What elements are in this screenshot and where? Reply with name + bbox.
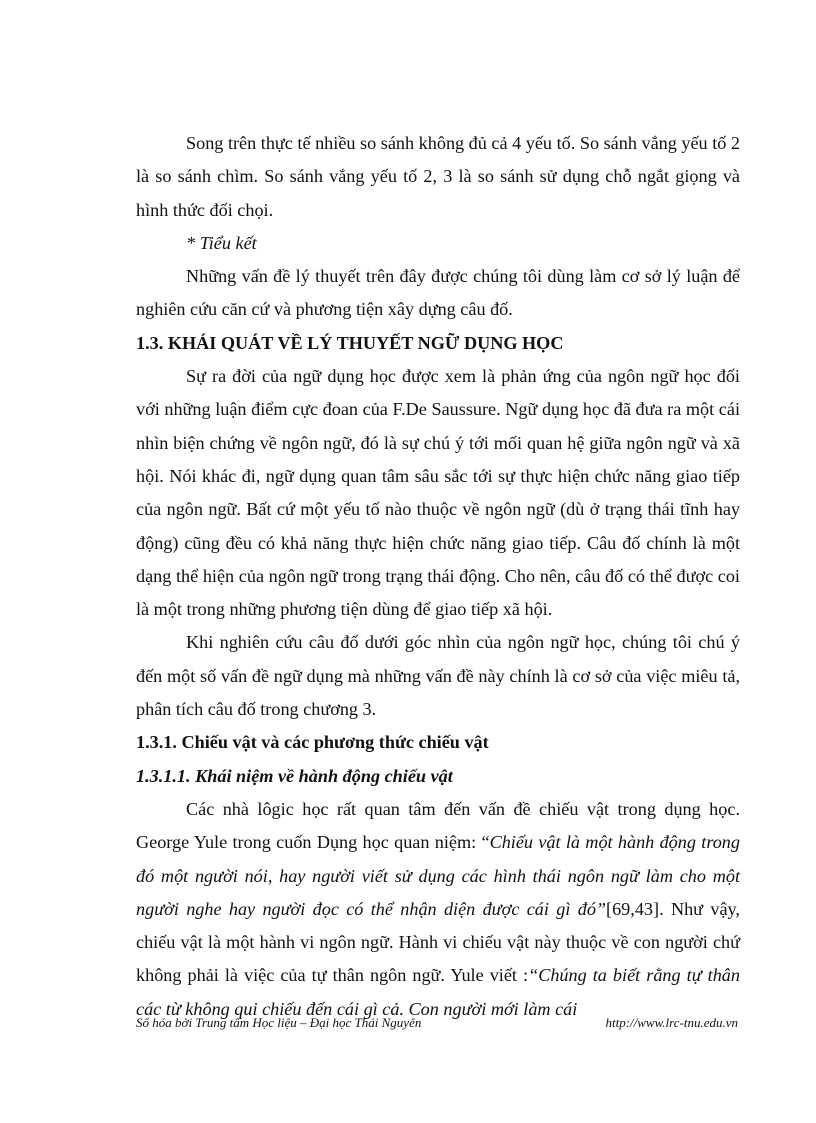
paragraph-research-focus: Khi nghiên cứu câu đố dưới góc nhìn của ngôn ngữ học, chúng tôi chú ý đến một số vấn đề ngữ dụng mà những vấn đề này chính là cơ sở của việc miêu tả, phân tích câu đố trong chương 3.: [136, 632, 740, 720]
section-heading-1-3-1-1: 1.3.1.1. Khái niệm về hành động chiếu vật: [136, 765, 453, 786]
reference-continuation-text: Như vậy, chiếu vật là một hành vi ngôn ngữ. Hành vi chiếu vật này thuộc về con người chứ không phải là việc của tự thân ngôn ngữ. Yule viết :: [136, 898, 740, 986]
yule-quote-2: “Chúng ta biết rằng tự thân các từ không qui chiếu đến cái gì cả. Con người mới làm cái: [136, 965, 740, 1019]
page-content: [136, 127, 740, 1026]
paragraph-pragmatics-origin: Sự ra đời của ngữ dụng học được xem là phản ứng của ngôn ngữ học đối với những luận điểm cực đoan của F.De Saussure. Ngữ dụng học đã đưa ra một cái nhìn biện chứng về ngôn ngữ, đó là sự chú ý tới mối quan hệ giữa ngôn ngữ và xã hội. Nói khác đi, ngữ dụng quan tâm sâu sắc tới sự thực hiện chức năng giao tiếp của ngôn ngữ. Bất cứ một yếu tố nào thuộc về ngôn ngữ (dù ở trạng thái tĩnh hay động) cũng đều có khả năng thực hiện chức năng giao tiếp. Câu đố chính là một dạng thể hiện của ngôn ngữ trong trạng thái động. Cho nên, câu đố có thể được coi là một trong những phương tiện dùng để giao tiếp xã hội.: [136, 366, 740, 620]
yule-quote: Chiếu vật là một hành động trong đó một người nói, hay người viết sử dụng các hình thái ngôn ngữ làm cho một người nghe hay người đọc có thể nhận diện được cái gì đó”: [136, 832, 740, 919]
footer-source: Số hóa bởi Trung tâm Học liệu – Đại học Thái Nguyên: [136, 1015, 422, 1030]
page-footer: [136, 1015, 740, 1031]
footer-url: http://www.lrc-tnu.edu.vn: [605, 1015, 738, 1030]
paragraph-summary: Những vấn đề lý thuyết trên đây được chúng tôi dùng làm cơ sở lý luận để nghiên cứu căn cứ và phương tiện xây dựng câu đố.: [136, 266, 740, 320]
subsummary-label: * Tiểu kết: [186, 232, 257, 253]
section-heading-1-3: 1.3. KHÁI QUÁT VỀ LÝ THUYẾT NGỮ DỤNG HỌC: [136, 332, 564, 353]
paragraph-reference-definition: [136, 793, 740, 1026]
paragraph-comparison: Song trên thực tế nhiều so sánh không đủ cả 4 yếu tố. So sánh vắng yếu tố 2 là so sánh chìm. So sánh vắng yếu tố 2, 3 là so sánh sử dụng chỗ ngắt giọng và hình thức đối chọi.: [136, 133, 740, 220]
section-heading-1-3-1: 1.3.1. Chiếu vật và các phương thức chiếu vật: [136, 732, 489, 753]
reference-intro-text: Các nhà lôgic học rất quan tâm đến vấn đề chiếu vật trong dụng học. George Yule trong cuốn Dụng học quan niệm: “: [136, 798, 740, 853]
citation: [69,43].: [606, 898, 664, 919]
